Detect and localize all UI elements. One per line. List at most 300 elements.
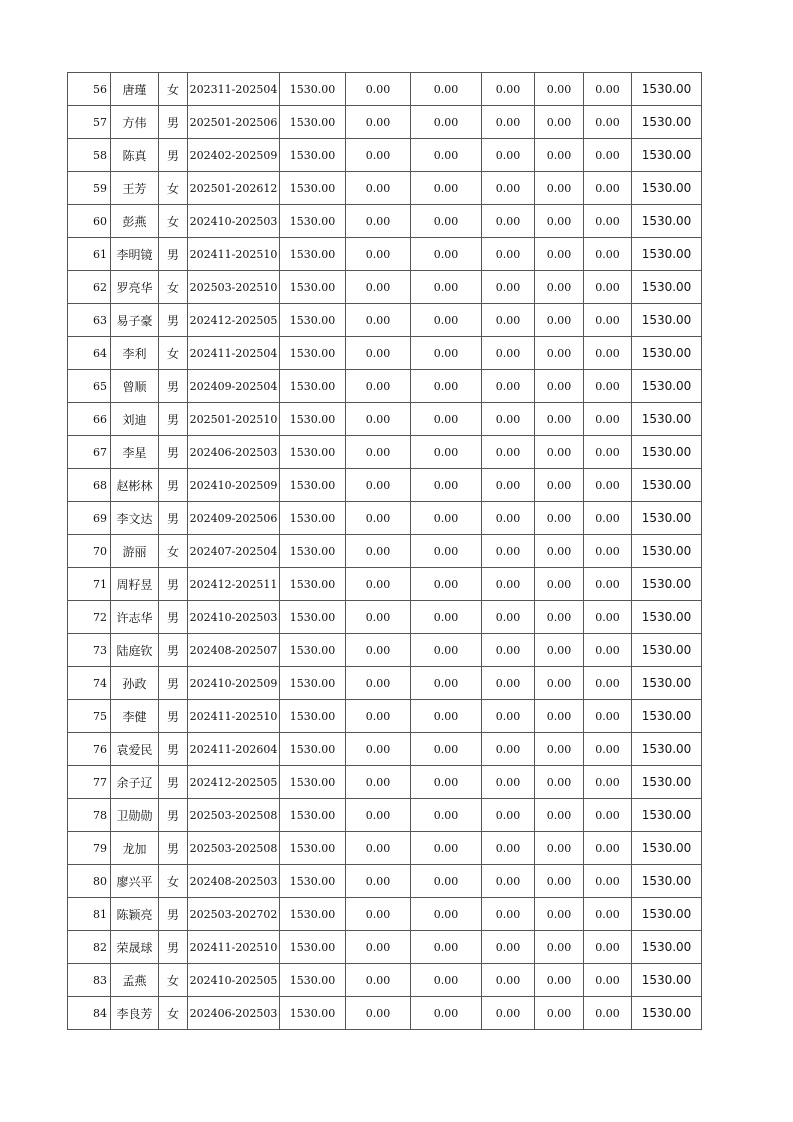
deduction-4-cell: 0.00 xyxy=(535,601,584,634)
deduction-2-cell: 0.00 xyxy=(411,106,482,139)
deduction-4-cell: 0.00 xyxy=(535,304,584,337)
person-name-cell: 周籽昱 xyxy=(111,568,159,601)
deduction-4-cell: 0.00 xyxy=(535,667,584,700)
row-number-cell: 72 xyxy=(68,601,111,634)
deduction-5-cell: 0.00 xyxy=(584,469,632,502)
gender-cell: 女 xyxy=(159,271,188,304)
table-row xyxy=(68,172,702,205)
deduction-3-cell: 0.00 xyxy=(482,172,535,205)
gender-cell: 男 xyxy=(159,403,188,436)
table-row xyxy=(68,667,702,700)
deduction-4-cell: 0.00 xyxy=(535,502,584,535)
total-amount-cell: 1530.00 xyxy=(632,700,702,733)
total-amount-cell: 1530.00 xyxy=(632,733,702,766)
row-number-cell: 67 xyxy=(68,436,111,469)
period-cell: 202411-202510 xyxy=(188,700,280,733)
deduction-2-cell: 0.00 xyxy=(411,535,482,568)
gender-cell: 男 xyxy=(159,898,188,931)
deduction-5-cell: 0.00 xyxy=(584,832,632,865)
amount-cell: 1530.00 xyxy=(280,139,346,172)
total-amount-cell: 1530.00 xyxy=(632,832,702,865)
gender-cell: 男 xyxy=(159,832,188,865)
deduction-2-cell: 0.00 xyxy=(411,139,482,172)
deduction-5-cell: 0.00 xyxy=(584,436,632,469)
row-number-cell: 80 xyxy=(68,865,111,898)
person-name-cell: 陆庭钦 xyxy=(111,634,159,667)
deduction-4-cell: 0.00 xyxy=(535,106,584,139)
period-cell: 202411-202604 xyxy=(188,733,280,766)
table-row xyxy=(68,238,702,271)
person-name-cell: 孟燕 xyxy=(111,964,159,997)
deduction-4-cell: 0.00 xyxy=(535,337,584,370)
gender-cell: 男 xyxy=(159,634,188,667)
deduction-4-cell: 0.00 xyxy=(535,271,584,304)
person-name-cell: 袁爱民 xyxy=(111,733,159,766)
period-cell: 202411-202510 xyxy=(188,238,280,271)
gender-cell: 男 xyxy=(159,502,188,535)
deduction-5-cell: 0.00 xyxy=(584,700,632,733)
deduction-4-cell: 0.00 xyxy=(535,799,584,832)
period-cell: 202406-202503 xyxy=(188,436,280,469)
amount-cell: 1530.00 xyxy=(280,403,346,436)
person-name-cell: 李明镜 xyxy=(111,238,159,271)
total-amount-cell: 1530.00 xyxy=(632,436,702,469)
total-amount-cell: 1530.00 xyxy=(632,997,702,1030)
deduction-1-cell: 0.00 xyxy=(346,106,411,139)
period-cell: 202503-202510 xyxy=(188,271,280,304)
deduction-4-cell: 0.00 xyxy=(535,370,584,403)
total-amount-cell: 1530.00 xyxy=(632,106,702,139)
deduction-4-cell: 0.00 xyxy=(535,931,584,964)
deduction-2-cell: 0.00 xyxy=(411,865,482,898)
deduction-5-cell: 0.00 xyxy=(584,535,632,568)
deduction-3-cell: 0.00 xyxy=(482,139,535,172)
deduction-4-cell: 0.00 xyxy=(535,238,584,271)
row-number-cell: 56 xyxy=(68,73,111,106)
period-cell: 202503-202508 xyxy=(188,832,280,865)
deduction-1-cell: 0.00 xyxy=(346,766,411,799)
deduction-2-cell: 0.00 xyxy=(411,568,482,601)
person-name-cell: 李良芳 xyxy=(111,997,159,1030)
row-number-cell: 69 xyxy=(68,502,111,535)
table-row xyxy=(68,535,702,568)
person-name-cell: 余子辽 xyxy=(111,766,159,799)
deduction-1-cell: 0.00 xyxy=(346,469,411,502)
deduction-2-cell: 0.00 xyxy=(411,73,482,106)
amount-cell: 1530.00 xyxy=(280,865,346,898)
gender-cell: 男 xyxy=(159,700,188,733)
person-name-cell: 孙政 xyxy=(111,667,159,700)
deduction-5-cell: 0.00 xyxy=(584,271,632,304)
deduction-4-cell: 0.00 xyxy=(535,865,584,898)
person-name-cell: 游丽 xyxy=(111,535,159,568)
person-name-cell: 龙加 xyxy=(111,832,159,865)
gender-cell: 男 xyxy=(159,436,188,469)
gender-cell: 男 xyxy=(159,667,188,700)
amount-cell: 1530.00 xyxy=(280,535,346,568)
deduction-3-cell: 0.00 xyxy=(482,337,535,370)
total-amount-cell: 1530.00 xyxy=(632,799,702,832)
table-row xyxy=(68,403,702,436)
row-number-cell: 65 xyxy=(68,370,111,403)
deduction-4-cell: 0.00 xyxy=(535,997,584,1030)
table-row xyxy=(68,469,702,502)
period-cell: 202501-202510 xyxy=(188,403,280,436)
person-name-cell: 李文达 xyxy=(111,502,159,535)
amount-cell: 1530.00 xyxy=(280,172,346,205)
total-amount-cell: 1530.00 xyxy=(632,271,702,304)
gender-cell: 男 xyxy=(159,304,188,337)
deduction-2-cell: 0.00 xyxy=(411,799,482,832)
period-cell: 202311-202504 xyxy=(188,73,280,106)
deduction-5-cell: 0.00 xyxy=(584,106,632,139)
deduction-1-cell: 0.00 xyxy=(346,73,411,106)
deduction-1-cell: 0.00 xyxy=(346,799,411,832)
total-amount-cell: 1530.00 xyxy=(632,73,702,106)
amount-cell: 1530.00 xyxy=(280,568,346,601)
deduction-4-cell: 0.00 xyxy=(535,73,584,106)
deduction-5-cell: 0.00 xyxy=(584,634,632,667)
deduction-3-cell: 0.00 xyxy=(482,865,535,898)
deduction-3-cell: 0.00 xyxy=(482,238,535,271)
row-number-cell: 78 xyxy=(68,799,111,832)
deduction-1-cell: 0.00 xyxy=(346,535,411,568)
row-number-cell: 58 xyxy=(68,139,111,172)
table-row xyxy=(68,436,702,469)
deduction-2-cell: 0.00 xyxy=(411,997,482,1030)
person-name-cell: 廖兴平 xyxy=(111,865,159,898)
period-cell: 202410-202503 xyxy=(188,205,280,238)
deduction-1-cell: 0.00 xyxy=(346,634,411,667)
deduction-1-cell: 0.00 xyxy=(346,997,411,1030)
deduction-1-cell: 0.00 xyxy=(346,898,411,931)
deduction-2-cell: 0.00 xyxy=(411,964,482,997)
deduction-4-cell: 0.00 xyxy=(535,172,584,205)
period-cell: 202410-202503 xyxy=(188,601,280,634)
deduction-2-cell: 0.00 xyxy=(411,667,482,700)
table-row xyxy=(68,271,702,304)
amount-cell: 1530.00 xyxy=(280,304,346,337)
table-row xyxy=(68,733,702,766)
subsidy-table xyxy=(67,72,702,1030)
deduction-5-cell: 0.00 xyxy=(584,205,632,238)
person-name-cell: 卫勋勋 xyxy=(111,799,159,832)
deduction-5-cell: 0.00 xyxy=(584,337,632,370)
table-row xyxy=(68,106,702,139)
deduction-1-cell: 0.00 xyxy=(346,139,411,172)
row-number-cell: 64 xyxy=(68,337,111,370)
deduction-5-cell: 0.00 xyxy=(584,502,632,535)
deduction-2-cell: 0.00 xyxy=(411,766,482,799)
amount-cell: 1530.00 xyxy=(280,733,346,766)
period-cell: 202402-202509 xyxy=(188,139,280,172)
deduction-3-cell: 0.00 xyxy=(482,436,535,469)
deduction-3-cell: 0.00 xyxy=(482,832,535,865)
period-cell: 202501-202506 xyxy=(188,106,280,139)
table-row xyxy=(68,964,702,997)
period-cell: 202412-202511 xyxy=(188,568,280,601)
deduction-3-cell: 0.00 xyxy=(482,568,535,601)
row-number-cell: 77 xyxy=(68,766,111,799)
table-row xyxy=(68,502,702,535)
deduction-1-cell: 0.00 xyxy=(346,337,411,370)
deduction-3-cell: 0.00 xyxy=(482,931,535,964)
total-amount-cell: 1530.00 xyxy=(632,964,702,997)
period-cell: 202411-202510 xyxy=(188,931,280,964)
deduction-1-cell: 0.00 xyxy=(346,502,411,535)
row-number-cell: 66 xyxy=(68,403,111,436)
period-cell: 202411-202504 xyxy=(188,337,280,370)
gender-cell: 男 xyxy=(159,238,188,271)
deduction-4-cell: 0.00 xyxy=(535,964,584,997)
deduction-2-cell: 0.00 xyxy=(411,271,482,304)
amount-cell: 1530.00 xyxy=(280,799,346,832)
row-number-cell: 76 xyxy=(68,733,111,766)
deduction-3-cell: 0.00 xyxy=(482,634,535,667)
deduction-2-cell: 0.00 xyxy=(411,634,482,667)
deduction-1-cell: 0.00 xyxy=(346,865,411,898)
gender-cell: 男 xyxy=(159,370,188,403)
deduction-1-cell: 0.00 xyxy=(346,667,411,700)
total-amount-cell: 1530.00 xyxy=(632,766,702,799)
deduction-4-cell: 0.00 xyxy=(535,634,584,667)
gender-cell: 男 xyxy=(159,601,188,634)
deduction-5-cell: 0.00 xyxy=(584,997,632,1030)
deduction-5-cell: 0.00 xyxy=(584,139,632,172)
gender-cell: 女 xyxy=(159,73,188,106)
deduction-1-cell: 0.00 xyxy=(346,733,411,766)
deduction-2-cell: 0.00 xyxy=(411,601,482,634)
table-row xyxy=(68,73,702,106)
deduction-2-cell: 0.00 xyxy=(411,238,482,271)
table-row xyxy=(68,799,702,832)
deduction-5-cell: 0.00 xyxy=(584,667,632,700)
deduction-3-cell: 0.00 xyxy=(482,766,535,799)
total-amount-cell: 1530.00 xyxy=(632,238,702,271)
deduction-3-cell: 0.00 xyxy=(482,106,535,139)
amount-cell: 1530.00 xyxy=(280,898,346,931)
total-amount-cell: 1530.00 xyxy=(632,205,702,238)
table-row xyxy=(68,601,702,634)
deduction-4-cell: 0.00 xyxy=(535,898,584,931)
table-row xyxy=(68,931,702,964)
gender-cell: 男 xyxy=(159,568,188,601)
deduction-2-cell: 0.00 xyxy=(411,733,482,766)
deduction-3-cell: 0.00 xyxy=(482,73,535,106)
amount-cell: 1530.00 xyxy=(280,667,346,700)
period-cell: 202503-202702 xyxy=(188,898,280,931)
table-row xyxy=(68,139,702,172)
row-number-cell: 71 xyxy=(68,568,111,601)
period-cell: 202408-202503 xyxy=(188,865,280,898)
table-row xyxy=(68,205,702,238)
person-name-cell: 赵彬林 xyxy=(111,469,159,502)
gender-cell: 女 xyxy=(159,337,188,370)
person-name-cell: 王芳 xyxy=(111,172,159,205)
deduction-3-cell: 0.00 xyxy=(482,898,535,931)
deduction-1-cell: 0.00 xyxy=(346,832,411,865)
amount-cell: 1530.00 xyxy=(280,73,346,106)
deduction-4-cell: 0.00 xyxy=(535,700,584,733)
gender-cell: 女 xyxy=(159,865,188,898)
amount-cell: 1530.00 xyxy=(280,997,346,1030)
deduction-1-cell: 0.00 xyxy=(346,304,411,337)
deduction-5-cell: 0.00 xyxy=(584,766,632,799)
deduction-3-cell: 0.00 xyxy=(482,304,535,337)
row-number-cell: 81 xyxy=(68,898,111,931)
gender-cell: 男 xyxy=(159,931,188,964)
row-number-cell: 75 xyxy=(68,700,111,733)
period-cell: 202409-202506 xyxy=(188,502,280,535)
gender-cell: 男 xyxy=(159,469,188,502)
total-amount-cell: 1530.00 xyxy=(632,634,702,667)
deduction-4-cell: 0.00 xyxy=(535,139,584,172)
deduction-2-cell: 0.00 xyxy=(411,898,482,931)
deduction-5-cell: 0.00 xyxy=(584,568,632,601)
total-amount-cell: 1530.00 xyxy=(632,370,702,403)
person-name-cell: 方伟 xyxy=(111,106,159,139)
row-number-cell: 84 xyxy=(68,997,111,1030)
person-name-cell: 李健 xyxy=(111,700,159,733)
person-name-cell: 刘迪 xyxy=(111,403,159,436)
amount-cell: 1530.00 xyxy=(280,337,346,370)
total-amount-cell: 1530.00 xyxy=(632,469,702,502)
deduction-3-cell: 0.00 xyxy=(482,271,535,304)
deduction-5-cell: 0.00 xyxy=(584,238,632,271)
deduction-4-cell: 0.00 xyxy=(535,436,584,469)
gender-cell: 男 xyxy=(159,766,188,799)
person-name-cell: 易子豪 xyxy=(111,304,159,337)
total-amount-cell: 1530.00 xyxy=(632,304,702,337)
deduction-2-cell: 0.00 xyxy=(411,436,482,469)
row-number-cell: 70 xyxy=(68,535,111,568)
row-number-cell: 60 xyxy=(68,205,111,238)
deduction-5-cell: 0.00 xyxy=(584,403,632,436)
deduction-3-cell: 0.00 xyxy=(482,997,535,1030)
person-name-cell: 李星 xyxy=(111,436,159,469)
table-row xyxy=(68,370,702,403)
row-number-cell: 83 xyxy=(68,964,111,997)
amount-cell: 1530.00 xyxy=(280,931,346,964)
deduction-2-cell: 0.00 xyxy=(411,502,482,535)
deduction-1-cell: 0.00 xyxy=(346,931,411,964)
period-cell: 202406-202503 xyxy=(188,997,280,1030)
period-cell: 202410-202509 xyxy=(188,667,280,700)
deduction-5-cell: 0.00 xyxy=(584,73,632,106)
table-row xyxy=(68,700,702,733)
amount-cell: 1530.00 xyxy=(280,469,346,502)
table-row xyxy=(68,766,702,799)
deduction-1-cell: 0.00 xyxy=(346,601,411,634)
amount-cell: 1530.00 xyxy=(280,370,346,403)
total-amount-cell: 1530.00 xyxy=(632,535,702,568)
table-row xyxy=(68,568,702,601)
deduction-3-cell: 0.00 xyxy=(482,535,535,568)
table-row xyxy=(68,997,702,1030)
amount-cell: 1530.00 xyxy=(280,271,346,304)
row-number-cell: 62 xyxy=(68,271,111,304)
gender-cell: 女 xyxy=(159,535,188,568)
amount-cell: 1530.00 xyxy=(280,700,346,733)
gender-cell: 女 xyxy=(159,205,188,238)
deduction-1-cell: 0.00 xyxy=(346,964,411,997)
total-amount-cell: 1530.00 xyxy=(632,667,702,700)
person-name-cell: 许志华 xyxy=(111,601,159,634)
amount-cell: 1530.00 xyxy=(280,601,346,634)
total-amount-cell: 1530.00 xyxy=(632,568,702,601)
person-name-cell: 荣晟球 xyxy=(111,931,159,964)
deduction-5-cell: 0.00 xyxy=(584,370,632,403)
deduction-2-cell: 0.00 xyxy=(411,304,482,337)
period-cell: 202407-202504 xyxy=(188,535,280,568)
person-name-cell: 曾顺 xyxy=(111,370,159,403)
deduction-3-cell: 0.00 xyxy=(482,700,535,733)
person-name-cell: 彭燕 xyxy=(111,205,159,238)
period-cell: 202410-202509 xyxy=(188,469,280,502)
row-number-cell: 61 xyxy=(68,238,111,271)
row-number-cell: 57 xyxy=(68,106,111,139)
deduction-2-cell: 0.00 xyxy=(411,205,482,238)
gender-cell: 男 xyxy=(159,139,188,172)
period-cell: 202412-202505 xyxy=(188,766,280,799)
amount-cell: 1530.00 xyxy=(280,238,346,271)
amount-cell: 1530.00 xyxy=(280,634,346,667)
deduction-1-cell: 0.00 xyxy=(346,700,411,733)
table-row xyxy=(68,865,702,898)
deduction-4-cell: 0.00 xyxy=(535,568,584,601)
deduction-2-cell: 0.00 xyxy=(411,403,482,436)
table-row xyxy=(68,337,702,370)
deduction-3-cell: 0.00 xyxy=(482,799,535,832)
person-name-cell: 唐瑾 xyxy=(111,73,159,106)
deduction-4-cell: 0.00 xyxy=(535,733,584,766)
deduction-1-cell: 0.00 xyxy=(346,568,411,601)
deduction-4-cell: 0.00 xyxy=(535,469,584,502)
deduction-5-cell: 0.00 xyxy=(584,601,632,634)
total-amount-cell: 1530.00 xyxy=(632,403,702,436)
deduction-3-cell: 0.00 xyxy=(482,403,535,436)
period-cell: 202501-202612 xyxy=(188,172,280,205)
person-name-cell: 陈真 xyxy=(111,139,159,172)
deduction-3-cell: 0.00 xyxy=(482,370,535,403)
amount-cell: 1530.00 xyxy=(280,766,346,799)
amount-cell: 1530.00 xyxy=(280,832,346,865)
total-amount-cell: 1530.00 xyxy=(632,898,702,931)
deduction-5-cell: 0.00 xyxy=(584,172,632,205)
deduction-3-cell: 0.00 xyxy=(482,601,535,634)
gender-cell: 女 xyxy=(159,964,188,997)
total-amount-cell: 1530.00 xyxy=(632,172,702,205)
gender-cell: 女 xyxy=(159,997,188,1030)
table-row xyxy=(68,634,702,667)
deduction-3-cell: 0.00 xyxy=(482,469,535,502)
total-amount-cell: 1530.00 xyxy=(632,601,702,634)
period-cell: 202409-202504 xyxy=(188,370,280,403)
deduction-1-cell: 0.00 xyxy=(346,436,411,469)
person-name-cell: 陈颖亮 xyxy=(111,898,159,931)
deduction-2-cell: 0.00 xyxy=(411,337,482,370)
amount-cell: 1530.00 xyxy=(280,205,346,238)
deduction-5-cell: 0.00 xyxy=(584,865,632,898)
total-amount-cell: 1530.00 xyxy=(632,139,702,172)
deduction-3-cell: 0.00 xyxy=(482,205,535,238)
gender-cell: 男 xyxy=(159,106,188,139)
deduction-1-cell: 0.00 xyxy=(346,172,411,205)
deduction-5-cell: 0.00 xyxy=(584,898,632,931)
amount-cell: 1530.00 xyxy=(280,436,346,469)
amount-cell: 1530.00 xyxy=(280,106,346,139)
gender-cell: 男 xyxy=(159,733,188,766)
